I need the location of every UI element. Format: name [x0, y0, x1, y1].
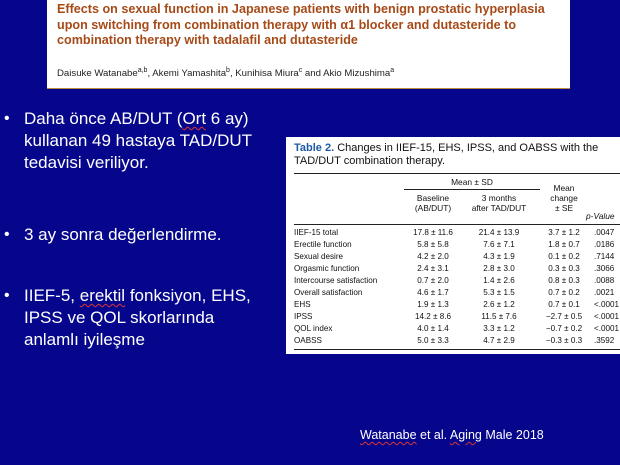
table-cell-baseline: 4.2 ± 2.0: [417, 252, 449, 261]
table-cell-p: .0186: [594, 240, 615, 249]
table-cell-p: .3592: [594, 336, 615, 345]
citation-text: et al.: [416, 428, 450, 442]
table-row: [294, 300, 620, 310]
table-cell-p: <.0001: [594, 324, 619, 333]
table-row: [294, 228, 620, 238]
table-cell-after: 4.3 ± 1.9: [483, 252, 515, 261]
table-cell-after: 4.7 ± 2.9: [483, 336, 515, 345]
table-cell-p: <.0001: [594, 300, 619, 309]
table-cell-after: 1.4 ± 2.6: [483, 276, 515, 285]
table-cell-baseline: 1.9 ± 1.3: [417, 300, 449, 309]
table-row: [294, 288, 620, 298]
bullet-dot: •: [4, 110, 10, 127]
table-cell-p: .7144: [594, 252, 615, 261]
bullet-line: 3 ay sonra değerlendirme.: [24, 225, 222, 244]
table-cell-label: Sexual desire: [294, 252, 344, 261]
author-affiliation: a,b: [137, 67, 148, 74]
author-name: Kunihisa Miura: [235, 68, 299, 80]
table-row: [294, 276, 620, 286]
bullet-line: [24, 108, 252, 130]
table-cell-change: 3.7 ± 1.2: [548, 228, 580, 237]
table-cell-baseline: 4.6 ± 1.7: [417, 288, 449, 297]
bullet-text-underlined: erektil: [79, 286, 126, 305]
table-cell-p: .0088: [594, 276, 615, 285]
bullet-text: IIEF-5,: [24, 286, 80, 305]
table-cell-change: −0.7 ± 0.2: [545, 324, 583, 333]
table-cell-p: .0047: [594, 228, 615, 237]
table-row: [294, 336, 620, 346]
table-row: [294, 240, 620, 250]
col-header-line: ± SE: [554, 203, 574, 213]
col-header-line: (AB/DUT): [414, 203, 452, 213]
col-header-after: [466, 193, 532, 213]
bullet-line: kullanan 49 hastaya TAD/DUT: [24, 131, 253, 150]
table-cell-baseline: 17.8 ± 11.6: [413, 228, 453, 237]
table-cell-label: Orgasmic function: [294, 264, 360, 273]
bullet-line: anlamlı iyileşme: [24, 330, 145, 349]
table-cell-label: Intercourse satisfaction: [294, 276, 378, 285]
table-cell-baseline: 5.8 ± 5.8: [417, 240, 449, 249]
table-cell-p: .3066: [594, 264, 615, 273]
author-name: Akio Mizushima: [323, 68, 391, 80]
table-rule-top: [294, 173, 620, 174]
table-rule-bottom: [294, 349, 620, 350]
table-cell-baseline: 5.0 ± 3.3: [417, 336, 449, 345]
table-cell-change: 0.1 ± 0.2: [548, 252, 580, 261]
author-name: Daisuke Watanabe: [57, 68, 138, 80]
table-row: [294, 324, 620, 334]
table-cell-after: 2.8 ± 3.0: [483, 264, 515, 273]
bullet-line: [24, 285, 251, 307]
table-row: [294, 252, 620, 262]
author-affiliation: c: [298, 67, 303, 74]
table-cell-change: −2.7 ± 0.5: [545, 312, 583, 321]
table-cell-baseline: 2.4 ± 3.1: [417, 264, 449, 273]
col-header-line: Mean: [553, 183, 575, 193]
table-cell-after: 2.6 ± 1.2: [483, 300, 515, 309]
table-caption-line: TAD/DUT combination therapy.: [294, 155, 446, 167]
table-cell-p: <.0001: [594, 312, 619, 321]
bullet-line: IPSS ve QOL skorlarında: [24, 308, 215, 327]
paper-title: Effects on sexual function in Japanese patients with benign prostatic hyperplasia upon switching from combination therapy with α1 blocker and dutasteride to combination therapy with tadalafil and dutasteride: [57, 2, 545, 47]
citation: [360, 428, 544, 442]
table-cell-label: IIEF-15 total: [294, 228, 339, 237]
table-cell-label: Erectile function: [294, 240, 352, 249]
table-cell-after: 21.4 ± 13.9: [478, 228, 520, 237]
bullet-dot: •: [4, 226, 10, 243]
table-cell-change: 0.7 ± 0.2: [548, 288, 580, 297]
author-name: Akemi Yamashita: [152, 68, 227, 80]
table-cell-label: EHS: [294, 300, 311, 309]
paper-header: [47, 0, 570, 89]
table-cell-after: 7.6 ± 7.1: [483, 240, 515, 249]
table-cell-change: 0.8 ± 0.3: [548, 276, 580, 285]
table-cell-change: 0.3 ± 0.3: [548, 264, 580, 273]
table-cell-baseline: 14.2 ± 8.6: [415, 312, 451, 321]
bullet-text: Daha önce AB/DUT (: [24, 109, 183, 128]
table-cell-label: IPSS: [294, 312, 313, 321]
bullet-item: [0, 224, 222, 246]
author-affiliation: a: [390, 67, 395, 74]
table-cell-after: 11.5 ± 7.6: [481, 312, 517, 321]
bullet-dot: •: [4, 287, 10, 304]
results-table: [286, 137, 620, 354]
table-cell-baseline: 4.0 ± 1.4: [417, 324, 449, 333]
author-affiliation: b: [226, 67, 230, 74]
bullet-item: [0, 108, 252, 174]
table-caption-line: Changes in IIEF-15, EHS, IPSS, and OABSS with the: [337, 142, 599, 154]
table-cell-change: 1.8 ± 0.7: [548, 240, 580, 249]
col-header-line: change: [550, 193, 578, 203]
col-header-p: p-Value: [586, 211, 615, 221]
table-cell-change: −0.3 ± 0.3: [545, 336, 583, 345]
table-caption: [294, 142, 620, 168]
col-header-line: Baseline: [416, 193, 450, 203]
group-header-rule: [404, 189, 540, 190]
bullet-text-underlined: Ort: [182, 109, 207, 128]
bullet-item: [0, 285, 251, 351]
table-cell-p: .0021: [594, 288, 615, 297]
group-header: Mean ± SD: [451, 177, 493, 187]
table-cell-change: 0.7 ± 0.1: [548, 300, 580, 309]
citation-text: Male 2018: [481, 428, 544, 442]
col-header-line: after TAD/DUT: [471, 203, 527, 213]
bullet-text: 6 ay): [206, 109, 249, 128]
bullet-text: fonksiyon, EHS,: [125, 286, 251, 305]
citation-text-underlined: Watanabe: [360, 428, 417, 442]
table-rule-header: [294, 224, 620, 225]
paper-authors: Daisuke Watanabe$^{a,b}$, Akemi Yamashita$^b$, Kunihisa Miura$^c$ and Akio Mizushima$^a$: [57, 67, 395, 80]
table-cell-label: Overall satisfaction: [294, 288, 363, 297]
table-cell-label: OABSS: [294, 336, 322, 345]
table-row: [294, 312, 620, 322]
table-cell-baseline: 0.7 ± 2.0: [417, 276, 449, 285]
table-cell-after: 5.3 ± 1.5: [483, 288, 515, 297]
table-cell-label: QOL index: [294, 324, 333, 333]
bullet-line: tedavisi veriliyor.: [24, 153, 149, 172]
citation-text-underlined: Aging: [449, 428, 482, 442]
table-row: [294, 264, 620, 274]
table-number: Table 2.: [294, 142, 335, 154]
col-header-line: 3 months: [481, 193, 517, 203]
table-cell-after: 3.3 ± 1.2: [483, 324, 515, 333]
col-header-baseline: [404, 193, 462, 213]
col-header-change: [532, 183, 596, 213]
